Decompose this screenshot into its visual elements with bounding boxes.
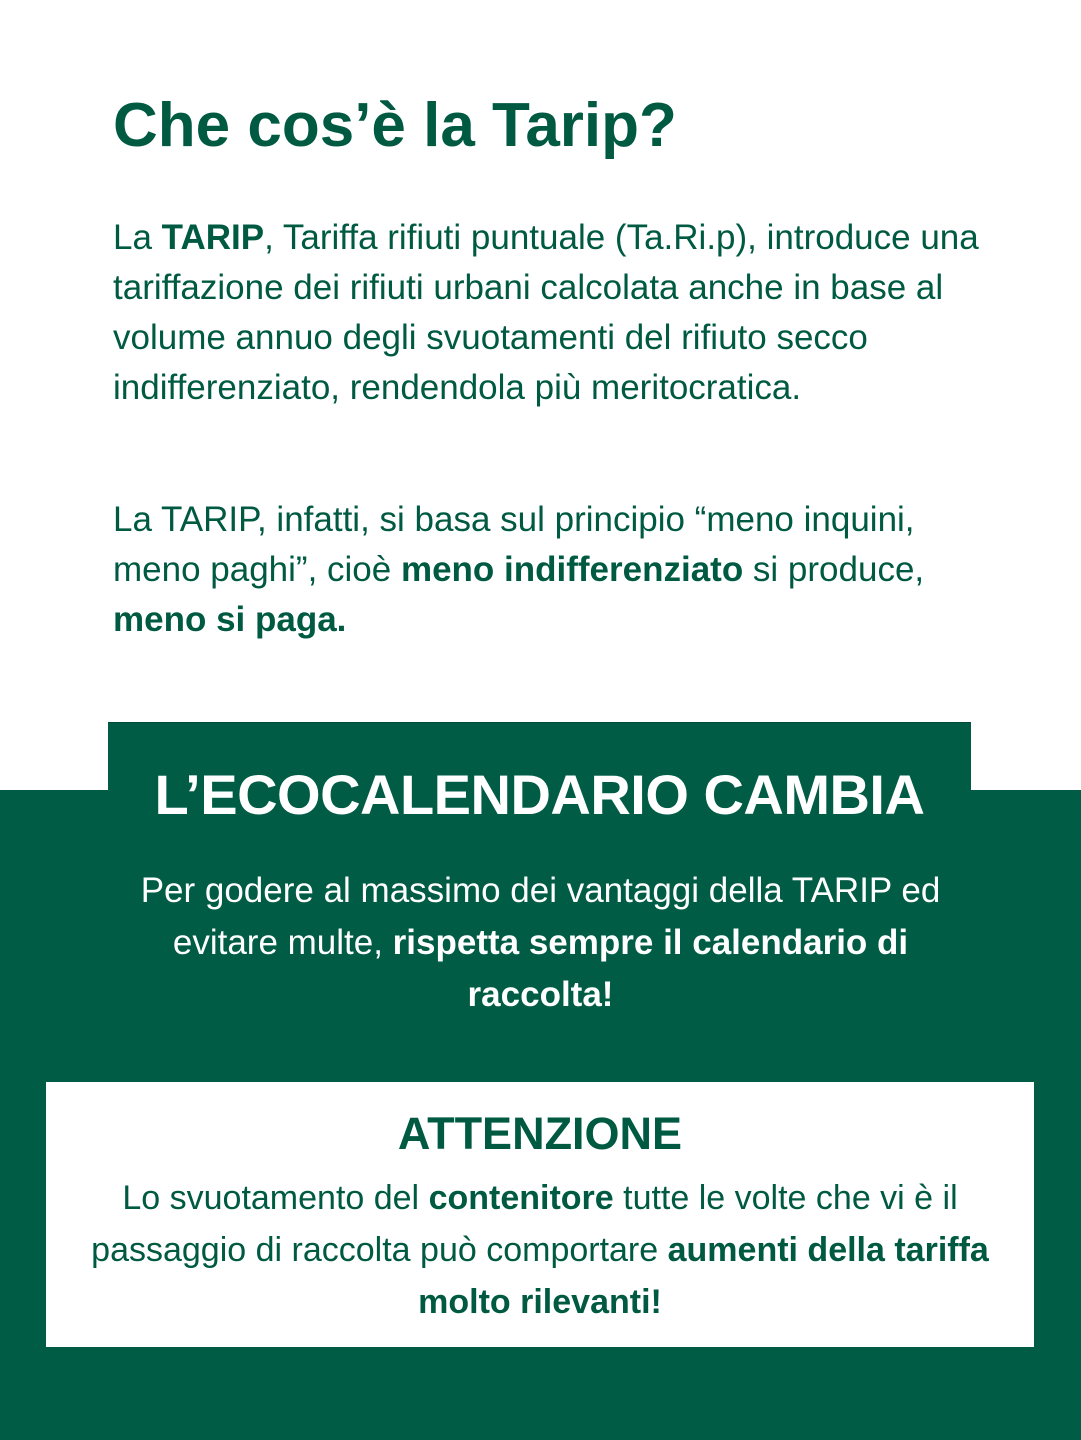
page-title: Che cos’è la Tarip? bbox=[113, 91, 677, 160]
intro-p2-text-2: si produce, bbox=[743, 550, 925, 589]
intro-p2-bold-2: meno si paga. bbox=[113, 600, 347, 639]
banner-title: L’ECOCALENDARIO CAMBIA bbox=[154, 763, 925, 826]
intro-paragraph-1 bbox=[113, 213, 993, 413]
info-paragraph bbox=[130, 865, 951, 1021]
info-text: Per godere al massimo dei vantaggi della TARIP ed evitare multe, bbox=[140, 871, 941, 962]
warning-bold-2: aumenti della tariffa molto rilevanti! bbox=[418, 1231, 989, 1321]
warning-text-1: Lo svuotamento del bbox=[122, 1179, 429, 1217]
warning-paragraph bbox=[66, 1172, 1014, 1328]
intro-p1-text-1: La bbox=[113, 218, 162, 257]
intro-p2-bold-1: meno indifferenziato bbox=[400, 550, 744, 589]
warning-text-2: tutte le volte che vi è il passaggio di raccolta può comportare bbox=[91, 1179, 958, 1269]
ecocalendario-banner bbox=[108, 722, 971, 826]
intro-p1-text-2: , Tariffa rifiuti puntuale (Ta.Ri.p), introduce una tariffazione dei rifiuti urbani calcolata anche in base al volume annuo degli svuotamenti del rifiuto secco indifferenziato, rendendola più meritocratica. bbox=[113, 218, 979, 407]
warning-title: ATTENZIONE bbox=[397, 1108, 683, 1159]
intro-p2-text-1: La TARIP, infatti, si basa sul principio “meno inquini, meno paghi”, cioè bbox=[113, 500, 915, 589]
info-bold: rispetta sempre il calendario di raccolta! bbox=[392, 923, 909, 1014]
warning-bold-1: contenitore bbox=[428, 1179, 614, 1217]
intro-paragraph-2 bbox=[113, 495, 993, 645]
warning-box bbox=[46, 1082, 1034, 1347]
intro-p1-tarip-bold: TARIP bbox=[161, 218, 265, 257]
